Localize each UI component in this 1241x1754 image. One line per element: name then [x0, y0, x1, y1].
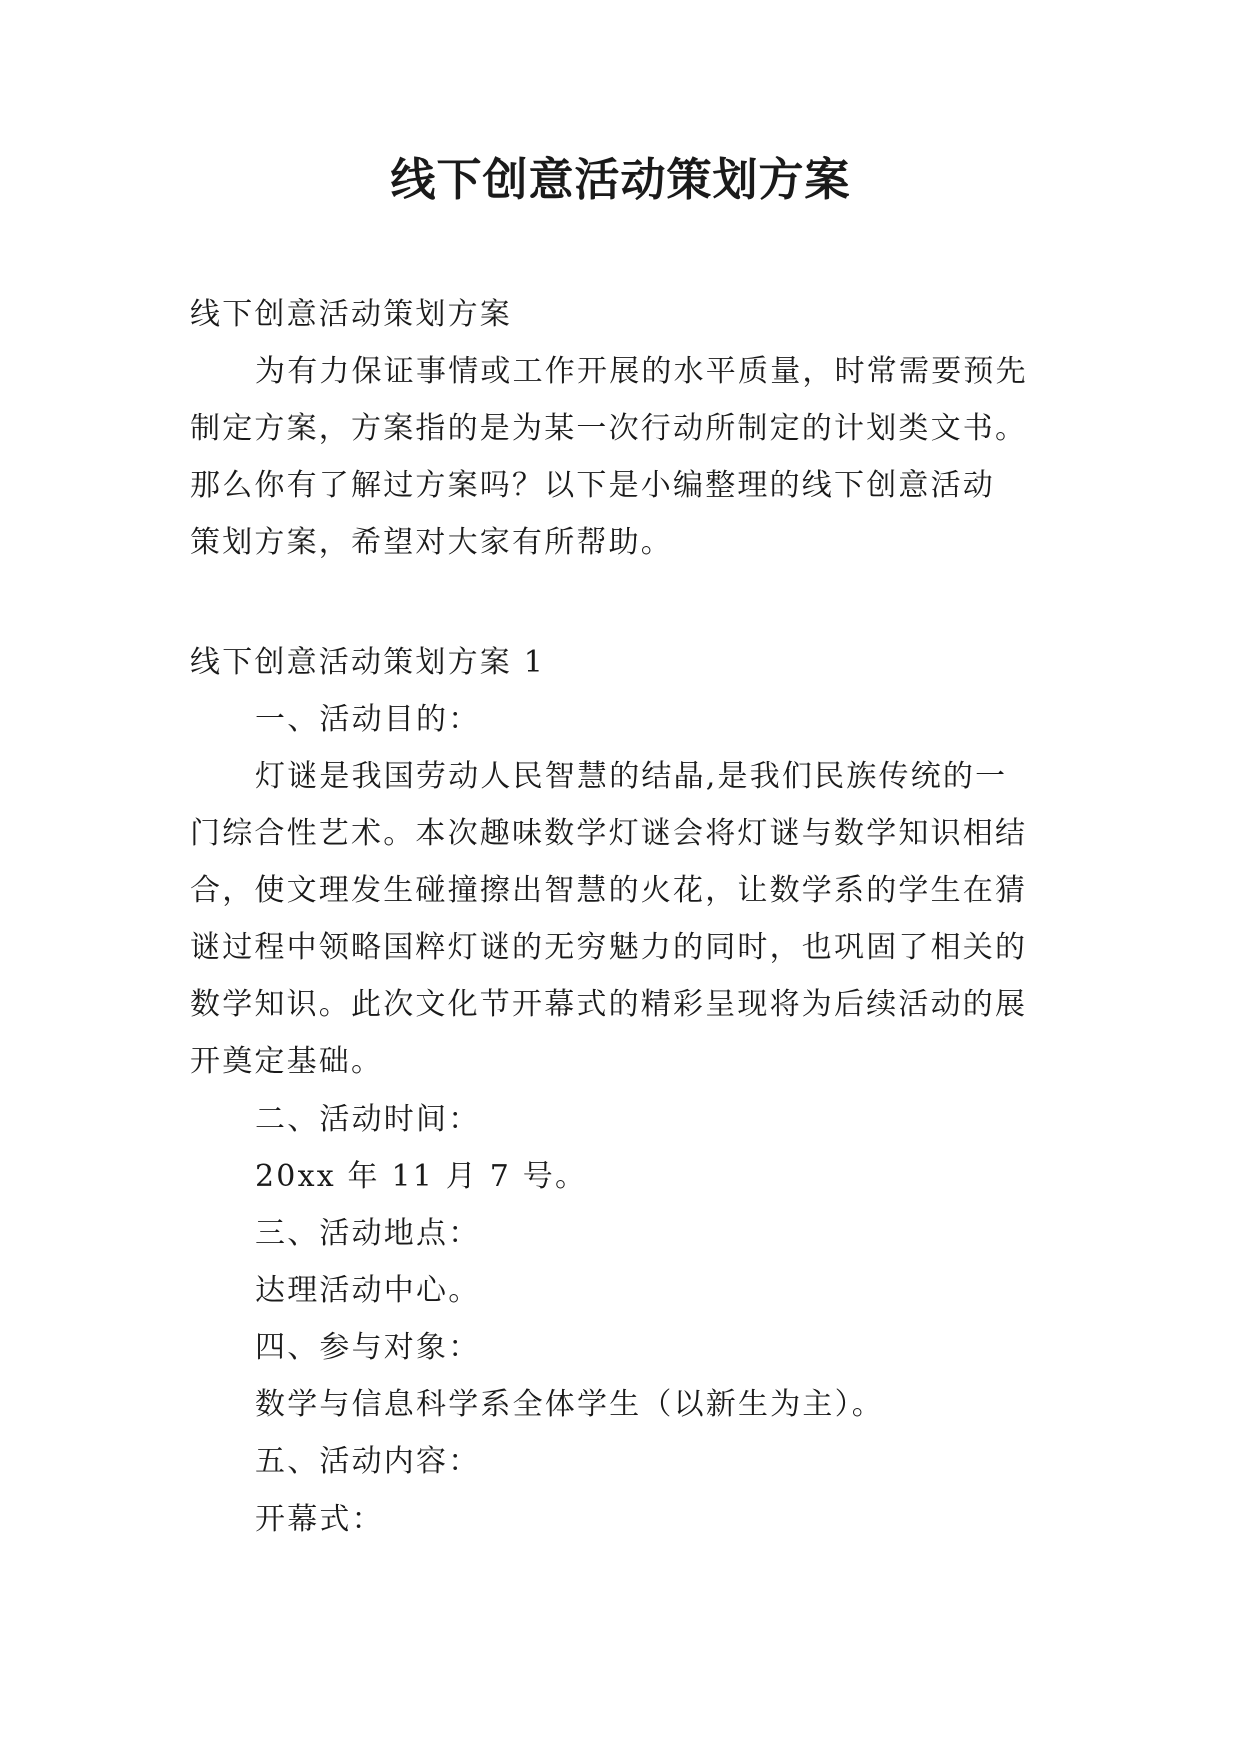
purpose-line-1: 灯谜是我国劳动人民智慧的结晶,是我们民族传统的一 — [255, 759, 1008, 794]
intro-line-3: 那么你有了解过方案吗？以下是小编整理的线下创意活动 — [190, 468, 995, 503]
subtitle-line: 线下创意活动策划方案 — [190, 297, 512, 332]
purpose-line-2: 门综合性艺术。本次趣味数学灯谜会将灯谜与数学知识相结 — [190, 816, 1028, 851]
purpose-line-5: 数学知识。此次文化节开幕式的精彩呈现将为后续活动的展 — [190, 987, 1028, 1022]
heading-participants: 四、参与对象： — [255, 1330, 481, 1365]
heading-location: 三、活动地点： — [255, 1216, 481, 1251]
intro-line-4: 策划方案，希望对大家有所帮助。 — [190, 525, 673, 560]
location-value: 达理活动中心。 — [255, 1273, 481, 1308]
purpose-line-3: 合，使文理发生碰撞擦出智慧的火花，让数学系的学生在猜 — [190, 873, 1028, 908]
purpose-line-6: 开奠定基础。 — [190, 1044, 384, 1079]
document-title: 线下创意活动策划方案 — [390, 153, 851, 206]
time-value: 20xx 年 11 月 7 号。 — [255, 1159, 588, 1194]
participants-value: 数学与信息科学系全体学生（以新生为主）。 — [255, 1387, 884, 1422]
purpose-line-4: 谜过程中领略国粹灯谜的无穷魅力的同时，也巩固了相关的 — [190, 930, 1028, 965]
content-opening: 开幕式： — [255, 1502, 384, 1537]
heading-purpose: 一、活动目的： — [255, 702, 481, 737]
section-heading-1: 线下创意活动策划方案 1 — [190, 645, 546, 680]
heading-time: 二、活动时间： — [255, 1102, 481, 1137]
intro-line-2: 制定方案，方案指的是为某一次行动所制定的计划类文书。 — [190, 411, 1028, 446]
heading-content: 五、活动内容： — [255, 1444, 481, 1479]
intro-line-1: 为有力保证事情或工作开展的水平质量，时常需要预先 — [255, 354, 1028, 389]
